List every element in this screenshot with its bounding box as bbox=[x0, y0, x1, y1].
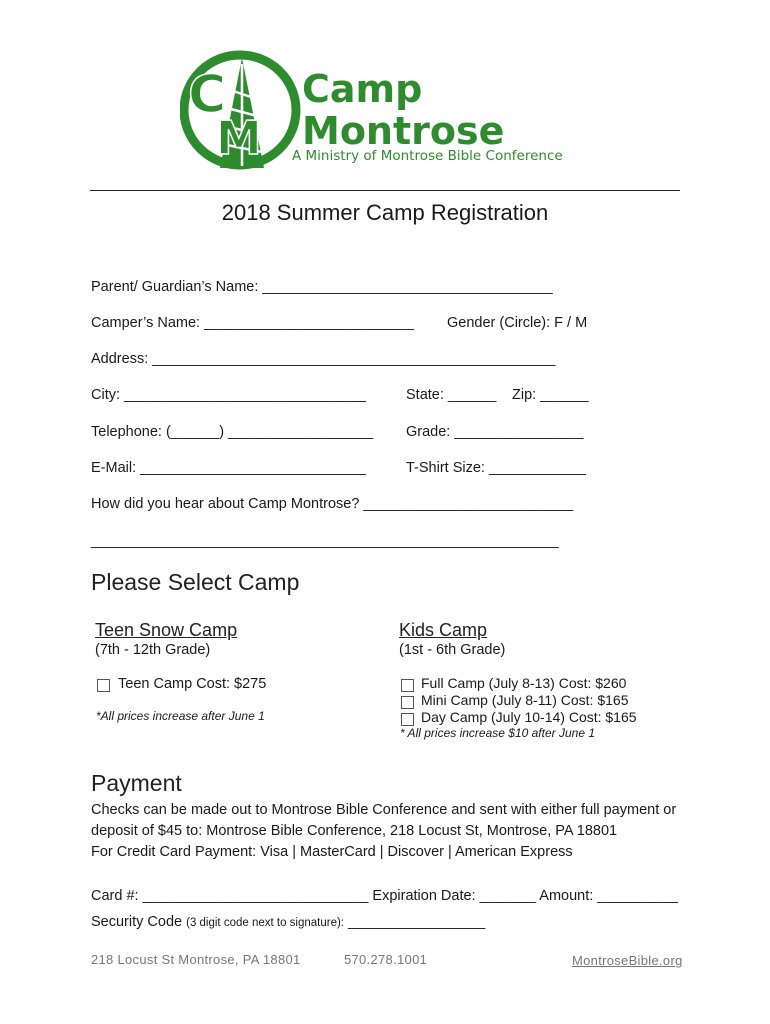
footer-address: 218 Locust St Montrose, PA 18801 bbox=[91, 952, 301, 967]
camper-name-field[interactable]: Camper’s Name: __________________________ bbox=[91, 315, 414, 331]
full-camp-checkbox[interactable] bbox=[401, 679, 414, 692]
teen-camp-option-label: Teen Camp Cost: $275 bbox=[118, 676, 267, 692]
telephone-field[interactable]: Telephone: (______) __________________ bbox=[91, 424, 374, 440]
teen-camp-checkbox[interactable] bbox=[97, 679, 110, 692]
payment-instructions-line2: deposit of $45 to: Montrose Bible Conference, 218 Locust St, Montrose, PA 18801 bbox=[91, 823, 618, 839]
logo-name-line2: Montrose bbox=[302, 109, 505, 153]
teen-camp-title: Teen Snow Camp bbox=[95, 620, 238, 640]
security-code-label: Security Code bbox=[91, 914, 183, 930]
email-field[interactable]: E-Mail: ____________________________ bbox=[91, 460, 366, 476]
logo-name-line1: Camp bbox=[302, 67, 423, 111]
payment-heading: Payment bbox=[91, 770, 182, 796]
mini-camp-checkbox[interactable] bbox=[401, 696, 414, 709]
gender-field[interactable]: Gender (Circle): F / M bbox=[447, 315, 588, 331]
full-camp-option-label: Full Camp (July 8-13) Cost: $260 bbox=[421, 675, 627, 691]
security-code-hint: (3 digit code next to signature): bbox=[186, 917, 345, 929]
logo-tagline: A Ministry of Montrose Bible Conference bbox=[292, 148, 563, 164]
tshirt-size-field[interactable]: T-Shirt Size: ____________ bbox=[406, 460, 586, 476]
day-camp-option-label: Day Camp (July 10-14) Cost: $165 bbox=[421, 709, 637, 725]
address-field[interactable]: Address: __________________________________________________ bbox=[91, 351, 556, 367]
page-title: 2018 Summer Camp Registration bbox=[221, 200, 549, 225]
footer-phone: 570.278.1001 bbox=[344, 952, 428, 967]
credit-card-types: For Credit Card Payment: Visa | MasterCard | Discover | American Express bbox=[91, 844, 573, 860]
svg-text:C: C bbox=[188, 65, 227, 125]
city-field[interactable]: City: ______________________________ bbox=[91, 387, 366, 403]
referral-continuation-line[interactable]: __________________________________________________________ bbox=[91, 533, 559, 549]
parent-name-field[interactable]: Parent/ Guardian’s Name: ____________________________________ bbox=[91, 279, 553, 295]
camp-section-heading: Please Select Camp bbox=[91, 569, 300, 595]
security-code-field[interactable] bbox=[91, 914, 485, 930]
teen-price-note: *All prices increase after June 1 bbox=[96, 709, 265, 723]
svg-text:M: M bbox=[216, 111, 262, 165]
footer-website-link[interactable]: MontroseBible.org bbox=[572, 953, 683, 968]
mini-camp-option-label: Mini Camp (July 8-11) Cost: $165 bbox=[421, 692, 629, 708]
teen-camp-grades: (7th - 12th Grade) bbox=[95, 642, 211, 658]
kids-price-note: * All prices increase $10 after June 1 bbox=[400, 726, 595, 740]
header-divider bbox=[90, 190, 680, 191]
zip-field[interactable]: Zip: ______ bbox=[512, 387, 589, 403]
payment-instructions-line1: Checks can be made out to Montrose Bible Conference and sent with either full payment or bbox=[91, 802, 677, 818]
kids-camp-grades: (1st - 6th Grade) bbox=[399, 642, 506, 658]
security-code-blank: _________________ bbox=[344, 914, 486, 930]
state-field[interactable]: State: ______ bbox=[406, 387, 497, 403]
grade-field[interactable]: Grade: ________________ bbox=[406, 424, 584, 440]
referral-field[interactable]: How did you hear about Camp Montrose? __________________________ bbox=[91, 496, 574, 512]
camp-montrose-logo bbox=[180, 50, 590, 180]
day-camp-checkbox[interactable] bbox=[401, 713, 414, 726]
card-number-field[interactable]: Card #: ____________________________ Expiration Date: _______ Amount: __________ bbox=[91, 888, 678, 904]
kids-camp-title: Kids Camp bbox=[399, 620, 488, 640]
